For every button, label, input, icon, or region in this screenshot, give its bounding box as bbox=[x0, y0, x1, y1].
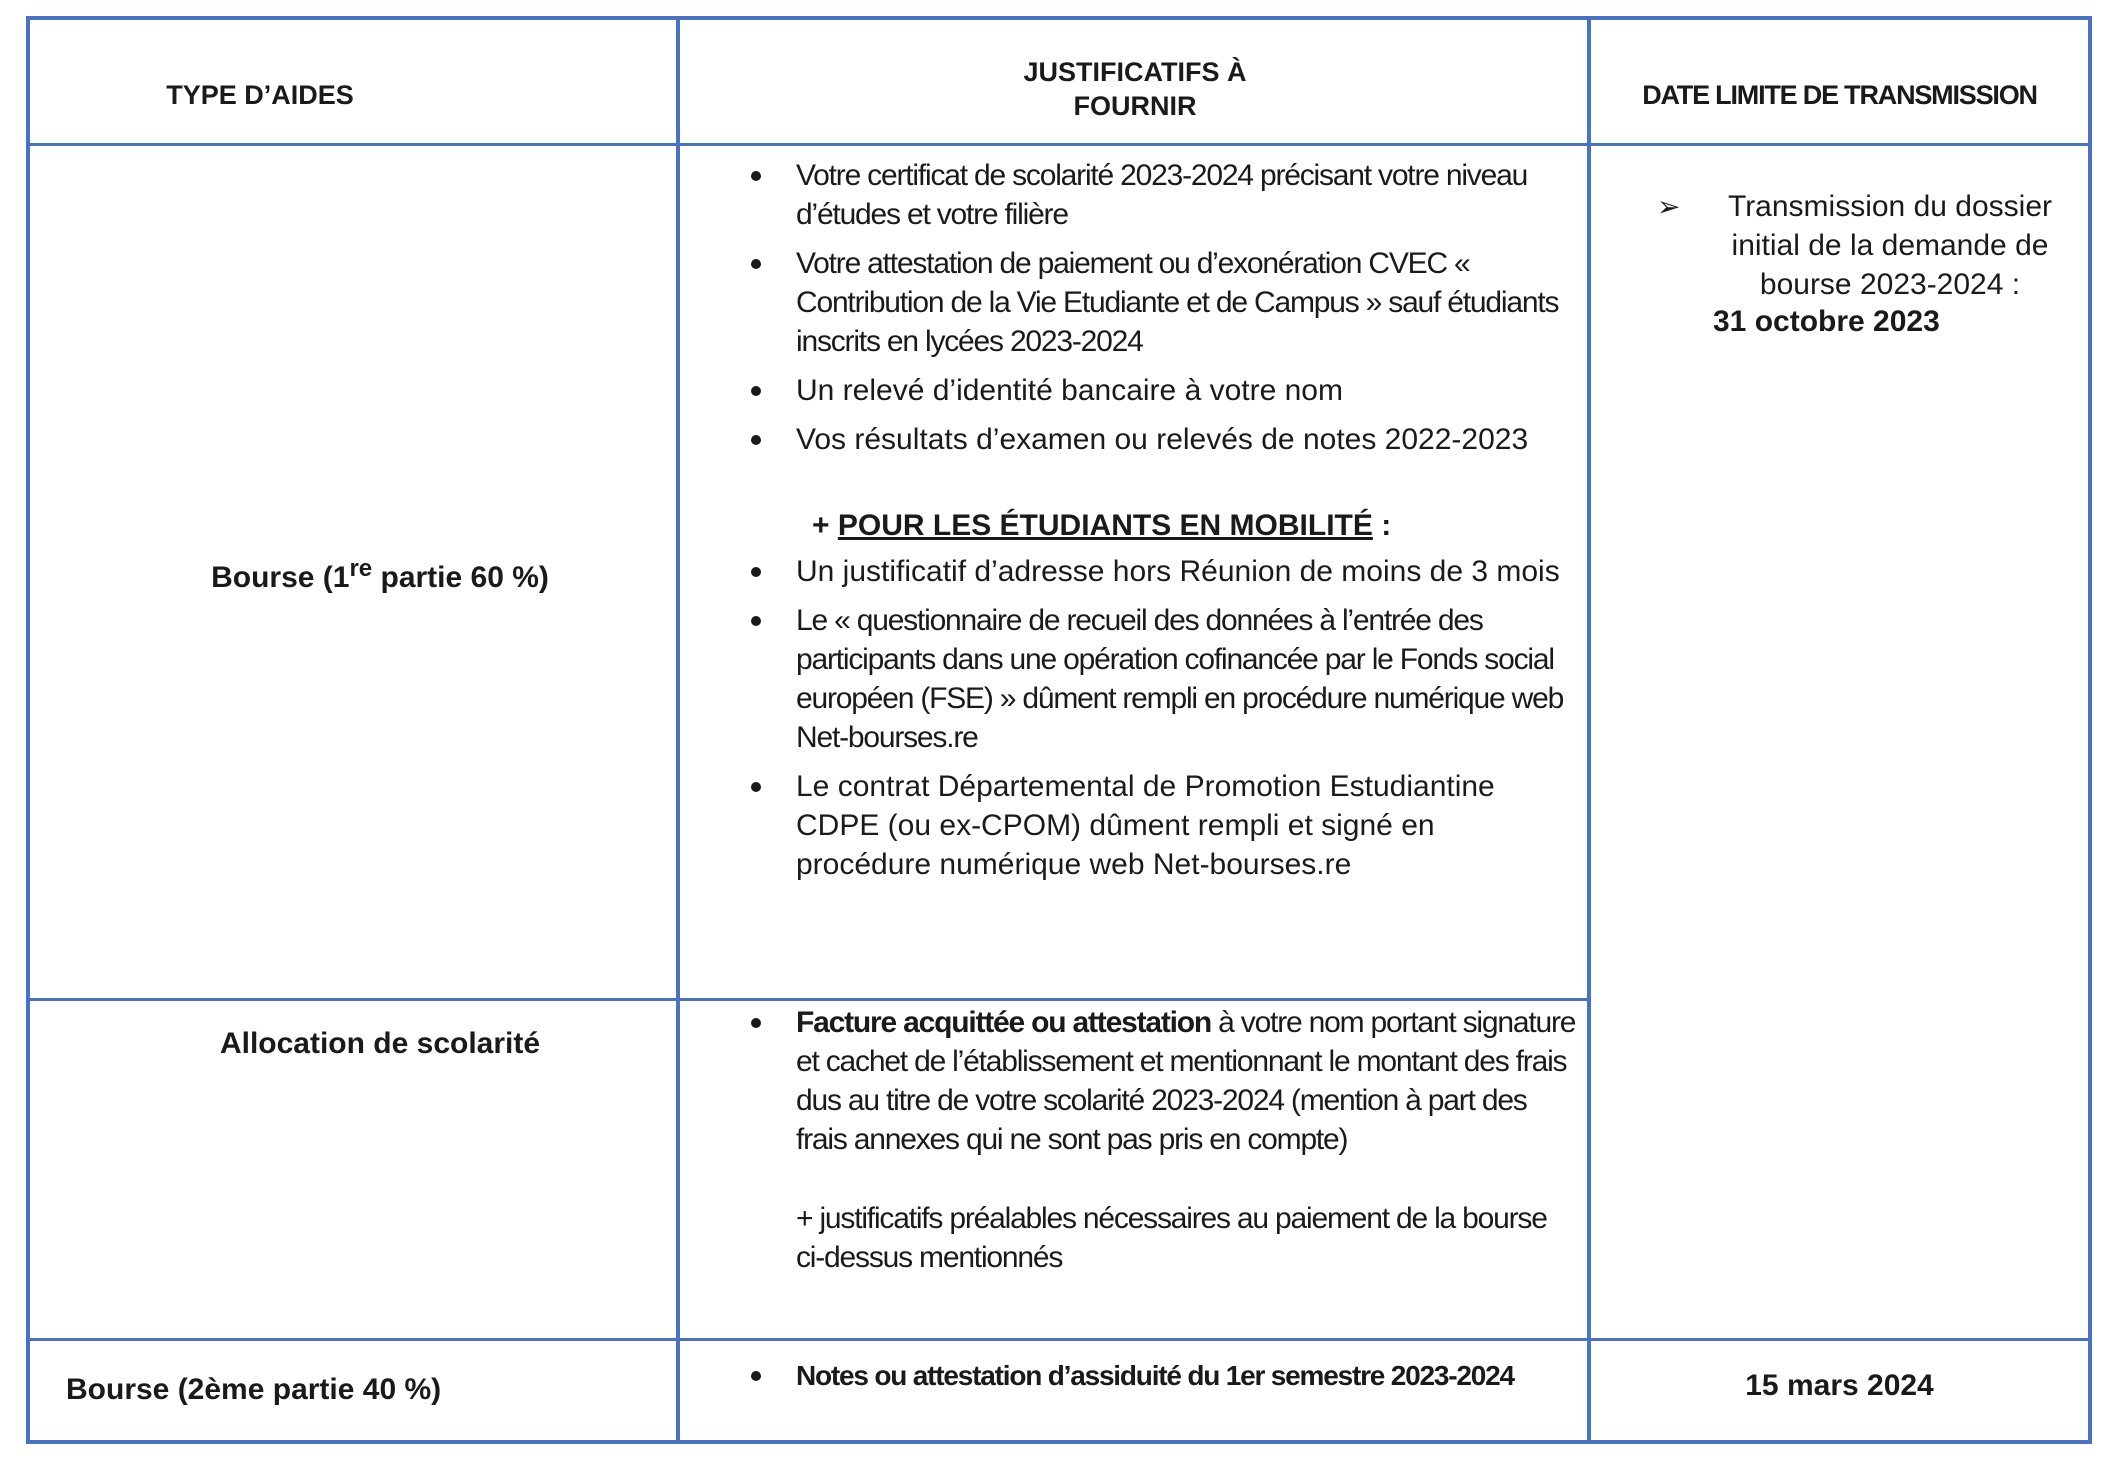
header-justificatifs bbox=[680, 55, 1590, 123]
arrow-bullet-icon: ➢ bbox=[1657, 191, 1681, 222]
list-item-text: à votre nom portant signature et cachet de l’établissement et mentionnant le montant des frais dus au titre de votre scolarité 2023-2024 (mention à part des frais annexes qui ne sont pas pris en compte) bbox=[796, 1006, 1576, 1156]
list-item bbox=[680, 420, 1575, 459]
row3-documents-list bbox=[680, 1356, 1560, 1405]
row2-type-label: Allocation de scolarité bbox=[219, 1027, 541, 1060]
mobility-suffix: : bbox=[1372, 509, 1392, 542]
list-item-text: Votre certificat de scolarité 2023-2024 précisant votre niveau d’études et votre filière bbox=[796, 159, 1528, 231]
table-right-border bbox=[2088, 16, 2092, 1444]
bullet-icon bbox=[751, 1018, 761, 1028]
bullet-icon bbox=[751, 435, 761, 445]
list-item bbox=[680, 156, 1575, 234]
list-item bbox=[680, 371, 1575, 410]
row1-documents-list bbox=[680, 156, 1575, 469]
table-bottom-border bbox=[26, 1440, 2092, 1444]
list-item bbox=[680, 244, 1575, 361]
header-type-aides: TYPE D’AIDES bbox=[166, 80, 354, 110]
header-justificatifs-line2: FOURNIR bbox=[1073, 91, 1197, 121]
list-item bbox=[680, 767, 1575, 884]
row3-deadline: 15 mars 2024 bbox=[1745, 1369, 1934, 1402]
mobility-prefix: + bbox=[812, 509, 838, 542]
mobility-title: POUR LES ÉTUDIANTS EN MOBILITÉ bbox=[837, 509, 1373, 542]
table-left-border bbox=[26, 16, 30, 1444]
mobility-heading bbox=[812, 506, 1391, 545]
bullet-icon bbox=[751, 1371, 761, 1381]
list-item bbox=[680, 601, 1575, 757]
list-item-text: Le « questionnaire de recueil des données à l’entrée des participants dans une opération cofinancée par le Fonds social européen (FSE) » dûment rempli en procédure numérique web Net-bourses.re bbox=[796, 604, 1564, 754]
row1-deadline-date: 31 octobre 2023 bbox=[1713, 305, 1940, 338]
list-item-text: Un justificatif d’adresse hors Réunion de moins de 3 mois bbox=[796, 555, 1560, 588]
header-justificatifs-line1: JUSTIFICATIFS À bbox=[1023, 57, 1247, 87]
list-item-text: Le contrat Départemental de Promotion Estudiantine CDPE (ou ex-CPOM) dûment rempli et signé en procédure numérique web Net-bourses.re bbox=[796, 770, 1495, 881]
list-item-text: Vos résultats d’examen ou relevés de notes 2022-2023 bbox=[796, 423, 1529, 456]
column-divider-2 bbox=[1587, 16, 1591, 1444]
bullet-icon bbox=[751, 782, 761, 792]
row2-bottom-border bbox=[26, 1338, 2092, 1341]
row1-bottom-border bbox=[26, 998, 1590, 1001]
mobility-documents-list bbox=[680, 552, 1575, 894]
bullet-icon bbox=[751, 259, 761, 269]
header-bottom-border bbox=[26, 143, 2092, 146]
bullet-icon bbox=[751, 567, 761, 577]
table-top-border bbox=[26, 16, 2092, 20]
list-item bbox=[680, 1003, 1580, 1159]
row1-type-suffix: partie 60 %) bbox=[372, 561, 549, 594]
bullet-icon bbox=[751, 616, 761, 626]
list-item-text: Notes ou attestation d’assiduité du 1er semestre 2023-2024 bbox=[796, 1360, 1514, 1391]
row2-extra-text: + justificatifs préalables nécessaires au paiement de la bourse ci-dessus mentionnés bbox=[796, 1202, 1547, 1274]
bullet-icon bbox=[751, 171, 761, 181]
row1-type-label bbox=[30, 555, 730, 597]
row1-deadline-text: Transmission du dossier initial de la demande de bourse 2023-2024 : bbox=[1727, 190, 2052, 301]
bullet-icon bbox=[751, 386, 761, 396]
row1-type-prefix: Bourse (1 bbox=[211, 561, 350, 594]
row3-type-label: Bourse (2ème partie 40 %) bbox=[66, 1373, 442, 1406]
list-item-text: Un relevé d’identité bancaire à votre nom bbox=[796, 374, 1343, 407]
header-date-limite: DATE LIMITE DE TRANSMISSION bbox=[1642, 80, 2037, 110]
list-item bbox=[680, 1356, 1560, 1395]
row2-documents-list bbox=[680, 1003, 1580, 1169]
row1-type-sup: re bbox=[349, 555, 373, 582]
list-item-text: Votre attestation de paiement ou d’exonération CVEC « Contribution de la Vie Etudiante et de Campus » sauf étudiants inscrits en lycées 2023-2024 bbox=[796, 247, 1559, 358]
list-item-bold: Facture acquittée ou attestation bbox=[796, 1006, 1212, 1039]
list-item bbox=[680, 552, 1575, 591]
